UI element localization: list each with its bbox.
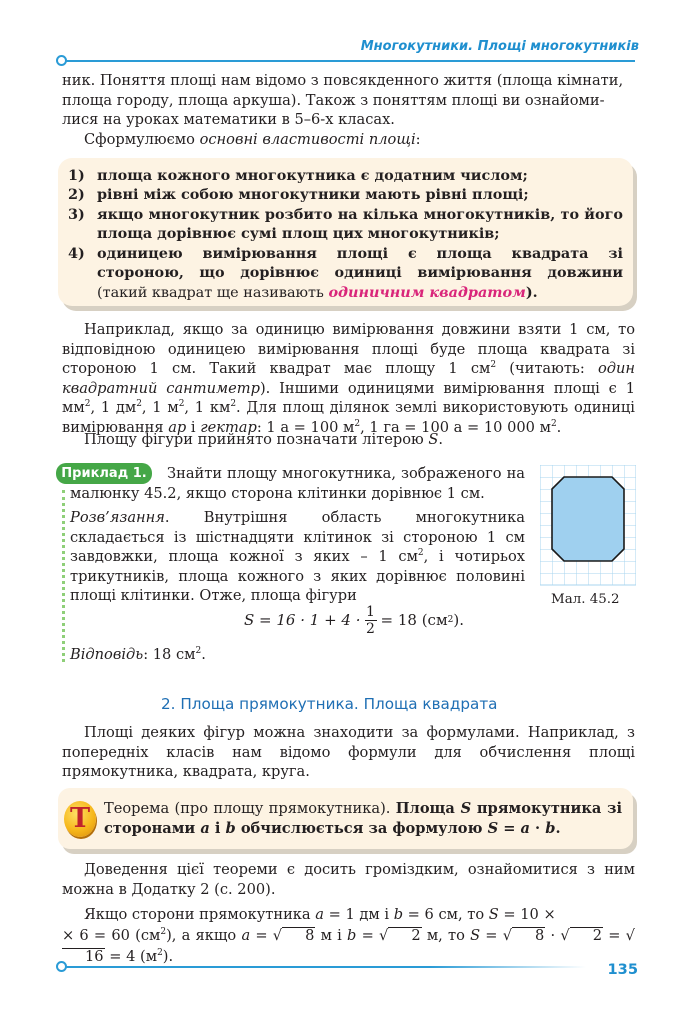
letter-s-paragraph: Площу фігури прийнято позначати літерою S. <box>84 431 444 448</box>
fraction-one-half: $\frac{1}{2}$ <box>366 603 375 637</box>
units-paragraph: Наприклад, якщо за одиницю вимірювання довжини взяти 1 см, то відповідною одиницею вимірювання площі буде площа квадрата зі стороною 1 см. Такий квадрат має площу 1 $см^2$ (читають: один квадратний сантиметр). Іншими одиницями вимірювання площі є 1 $мм^2$, 1 $дм^2$, 1 $м^2$, 1 $км^2$. Для площ ділянок землі використовують одиниці вимірювання ар і гектар: 1 а = 100 $м^2$, 1 га = 100 а = 10 000 $м^2$. <box>62 321 636 436</box>
unit-square-term: одиничним квадратом <box>328 284 526 302</box>
properties-list <box>68 166 623 304</box>
figure-caption: Мал. 45.2 <box>551 592 620 607</box>
formulate-paragraph: Сформулюємо основні властивості площі: <box>84 131 421 148</box>
proof-paragraph: Доведення цієї теореми є досить громіздким, ознайомитися з ним можна в Додатку 2 (с. 200). <box>62 861 635 898</box>
solution-label: Розв’язання <box>70 509 165 526</box>
var-s: S <box>428 431 439 448</box>
example-1-formula: S = 16 · 1 + 4 · $\frac{1}{2}$ = 18 (см 2 ). <box>244 603 464 637</box>
intro-line-3: лися на уроках математики в 5–6-х класах. <box>62 111 395 129</box>
theorem-text: Теорема (про площу прямокутника). Площа S прямокутника зі сторонами a і b обчислюється за формулою S = a · b. <box>104 800 622 837</box>
example-1-task: Знайти площу многокутника, зображеного на малюнку 45.2, якщо сторона клітинки дорівнює 1 см. <box>70 465 525 502</box>
formulas-paragraph: Площі деяких фігур можна знаходити за формулами. Наприклад, з попередніх класів нам відомо формули для обчислення площі прямокутника, квадрата, круга. <box>62 724 635 781</box>
octagon-polygon <box>552 477 624 561</box>
intro-line-1: ник. Поняття площі нам відомо з повсякденного життя (площа кімнати, <box>62 72 624 89</box>
example-1-badge: Приклад 1. <box>56 463 152 484</box>
formulate-italic: основні властивості площі <box>199 131 416 148</box>
footer-rule <box>66 966 586 968</box>
intro-line-2: площа городу, площа аркуша). Також з поняттям площі ви ознайоми- <box>62 91 605 109</box>
property-3: 3) якщо многокутник розбито на кілька многокутників, то його площа дорівнює сумі площ цих многокутників; <box>68 205 623 243</box>
example-dotted-margin <box>62 490 65 662</box>
figure-45-2-grid <box>540 465 636 587</box>
footer-rule-dot <box>56 961 67 972</box>
page-number: 135 <box>607 961 638 978</box>
header-rule <box>66 60 635 62</box>
header-rule-dot <box>56 55 67 66</box>
example-1-solution: Розв’язання. Внутрішня область многокутника складається із шістнадцяти клітинок зі стороною 1 см завдовжки, площа кожної з яких – 1 $см^2$, і чотирьох трикутників, площа кожного з яких дорівнює половині площі клітинки. Отже, площа фігури <box>70 509 525 605</box>
section-2-title: 2. Площа прямокутника. Площа квадрата <box>161 695 498 713</box>
running-header: Многокутники. Площі многокутників <box>360 39 639 54</box>
answer-label: Відповідь <box>70 646 144 663</box>
property-1: 1) площа кожного многокутника є додатним числом; <box>68 167 528 184</box>
property-2: 2) рівні між собою многокутники мають рівні площі; <box>68 186 529 204</box>
theorem-icon: Т <box>64 801 96 837</box>
intro-paragraph <box>62 71 635 130</box>
example-2-paragraph: Якщо сторони прямокутника a = 1 дм і b = 6 см, то S = 10 × × 6 = 60 $(см^2)$, а якщо a = √ 8 м і b = √ 2 м, то S = √ 8 · √ 2 = √16 = 4 $(м^2)$. <box>62 906 635 965</box>
example-1-answer: Відповідь: 18 $см^2$. <box>70 646 206 663</box>
property-4: 4) одиницею вимірювання площі є площа квадрата зі стороною, що дорівнює одиниці вимірювання довжини (такий квадрат ще називають одиничним квадратом). <box>68 244 623 302</box>
